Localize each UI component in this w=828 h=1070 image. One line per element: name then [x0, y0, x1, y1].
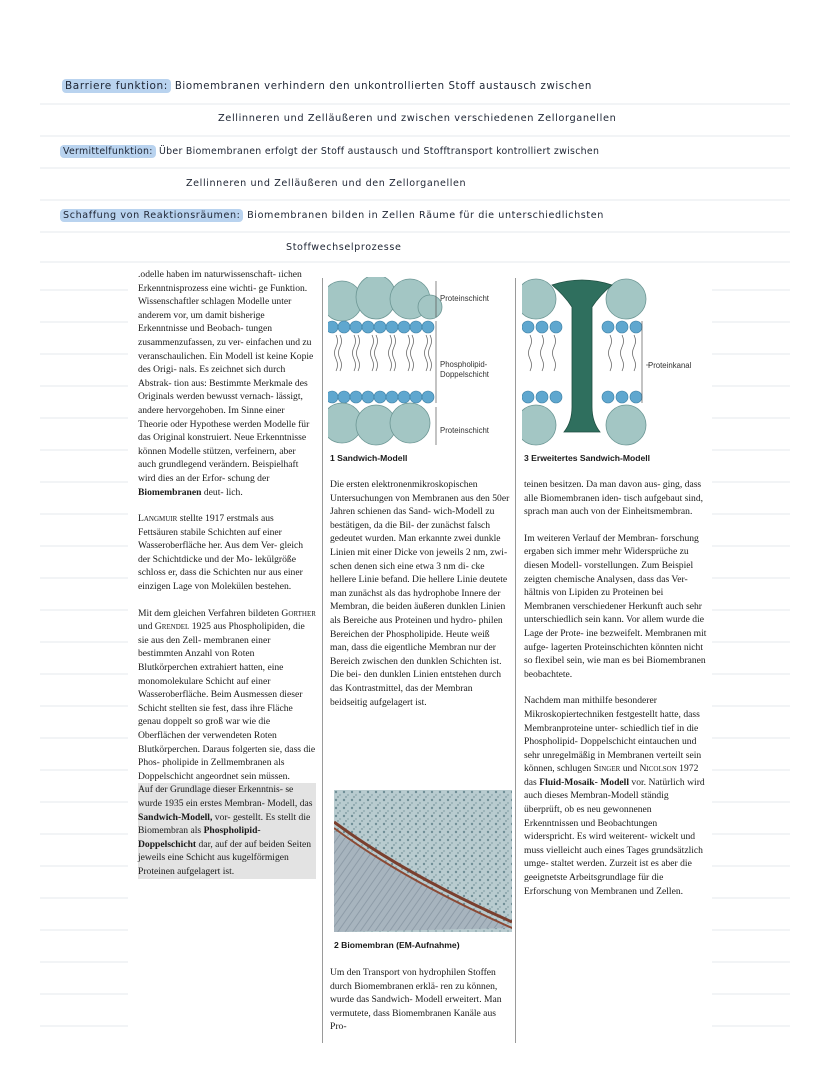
note-vermittel [60, 146, 599, 157]
note-barriere [62, 80, 592, 92]
label-proteinschicht-top: Proteinschicht [440, 294, 489, 303]
protein-layer-top [328, 277, 442, 321]
caption-fig3: 3 Erweitertes Sandwich-Modell [524, 453, 651, 463]
label-phospholipid: Phospholipid- [440, 360, 488, 369]
label-proteinschicht-bottom: Proteinschicht [440, 426, 489, 435]
label-doppelschicht: Doppelschicht [440, 370, 489, 379]
paragraph: Auf der Grundlage dieser Erkenntnis- se wurde 1935 ein erstes Membran- Modell, das Sandwich-Modell, vor- gestellt. Es stellt die Biomembran als Phospholipid-Doppelschicht dar, auf der auf beiden Seiten jeweils eine Schicht aus kugelförmigen Proteinen aufgelagert ist. [138, 783, 316, 878]
paragraph: Nachdem man mithilfe besonderer Mikroskopiertechniken festgestellt hatte, dass Membranproteine unter- schiedlich tief in die Phospholipid- Doppelschicht eintauchen und sehr unregelmäßig in Membranen verteilt sein können, schlugen Singer und Nicolson 1972 das Fluid-Mosaik- Modell vor. Natürlich wird auch dieses Membran-Modell ständig überprüft, ob es neu gewonnenen Erkenntnissen und Beobachtungen widerspricht. Es wird weiterent- wickelt und muss vielleicht auch eines Tages grundsätzlich umge- staltet werden. Zurzeit ist es aber die geeignetste Arbeitsgrundlage für die Erforschung von Membranen und Zellen. [524, 695, 705, 897]
figure-extended-sandwich-model [522, 277, 712, 449]
column-divider [322, 278, 323, 1043]
note-vermittel-term: Vermittelfunktion: [60, 145, 156, 158]
paragraph: Die ersten elektronenmikroskopischen Untersuchungen von Membranen aus den 50er Jahren schienen das Sand- wich-Modell zu bestätigen, da die Bil- der zunächst falsch gedeutet wurden. Man erkannte zwei dunkle Linien mit einer Dicke von jeweils 2 nm, zwi- schen denen sich eine etwa 3 nm di- cke hellere Linie befand. Die hellere Linie deutete man zunächst als das hydrophobe Innere der Membran, die beiden äußeren dunklen Linien als Bereiche aus Proteinen und hydro- philen Bereichen der Phospholipide. Heute weiß man, dass die eigentliche Membran nur der Bereich zwischen den dunklen Schichten ist. Die bei- den dunklen Linien entstehen durch das Kontrastmittel, das der Membran beidseitig aufgelagert ist. [330, 479, 510, 708]
figure-em-image [334, 790, 512, 932]
note-barriere-term: Barriere funktion: [62, 79, 171, 93]
paragraph: Um den Transport von hydrophilen Stoffen durch Biomembranen erklä- ren zu können, wurde das Sandwich- Modell erweitert. Man vermutete, dass Biomembranen Kanäle aus Pro- [330, 967, 502, 1033]
note-reaktion [60, 210, 604, 221]
lipid-tails [335, 335, 432, 371]
text-column-1 [138, 268, 316, 892]
paragraph: Langmuir stellte 1917 erstmals aus Fettsäuren stabile Schichten auf einer Wasseroberfläche her. Aus dem Ver- gleich der Schichtdicke und der Mo- lekülgröße schloss er, dass die Schichten nur aus einer einzigen Lage von Molekülen bestehen. [138, 513, 304, 593]
text-column-2 [330, 478, 510, 722]
note-vermittel-line1: Über Biomembranen erfolgt der Stoff austausch und Stofftransport kontrolliert zwischen [159, 146, 600, 157]
paragraph: .odelle haben im naturwissenschaft- ıichen Erkenntnisprozess eine wichti- ge Funktion. Wissenschaftler schlagen Modelle unter anderem vor, um damit bisherige Erkenntnisse und Beobach- tungen zusammenzufassen, zu ver- einfachen und zu veranschaulichen. Ein Modell ist keine Kopie des Origi- nals. Es zeichnet sich durch Abstrak- tion aus: Bestimmte Merkmale des Originals werden bewusst vernach- lässigt, andere hervorgehoben. Im Sinne einer Theorie oder Hypothese werden Modelle für das Original konstruiert. Neue Erkenntnisse können Modelle stützen, verfeinern, aber auch grundlegend verändern. Beispielhaft wird dies an der Erfor- schung der Biomembranen deut- lich. [138, 269, 314, 498]
paragraph: Mit dem gleichen Verfahren bildeten Gorther und Grendel 1925 aus Phospholipiden, die sie aus den Zell- membranen einer bestimmten Anzahl von Roten Blutkörperchen extrahiert hatten, eine monomolekulare Schicht auf einer Wasseroberfläche. Beim Ausmessen dieser Schicht stellten sie fest, dass ihre Fläche genau doppelt so groß war wie die Oberflächen der verwendeten Roten Blutkörperchen. Daraus folgerten sie, dass die Phos- pholipide in Zellmembranen als Doppelschicht angeordnet sein müssen. [138, 607, 316, 782]
paragraph: Im weiteren Verlauf der Membran- forschung ergaben sich immer mehr Widersprüche zu diesen Modell- vorstellungen. Zum Beispiel zeigten chemische Analysen, dass das Ver- hältnis von Lipiden zu Proteinen bei Membranen verschiedener Herkunft auch sehr unterschiedlich sein kann. Vor allem wurde die Lage der Prote- ine bezweifelt. Membranen mit aufge- lagerten Proteinschichten könnten nicht so flexibel sein, wie man es bei Biomembranen beobachtete. [524, 532, 707, 680]
protein-channel [552, 280, 612, 432]
caption-fig2: 2 Biomembran (EM-Aufnahme) [334, 940, 460, 950]
phospholipid-heads [328, 321, 434, 403]
text-column-3 [524, 478, 708, 911]
note-reaktion-line1: Biomembranen bilden in Zellen Räume für die unterschiedlichsten [247, 210, 604, 221]
note-reaktion-term: Schaffung von Reaktionsräumen: [60, 209, 243, 222]
caption-fig1: 1 Sandwich-Modell [330, 453, 408, 463]
column-divider [515, 278, 516, 1043]
note-barriere-line1: Biomembranen verhindern den unkontrollierten Stoff austausch zwischen [174, 81, 592, 92]
note-reaktion-line2: Stoffwechselprozesse [286, 242, 402, 253]
note-barriere-line2: Zellinneren und Zelläußeren und zwischen verschiedenen Zellorganellen [218, 113, 617, 124]
protein-layer-bottom [328, 403, 430, 445]
text-column-2-bottom [330, 966, 510, 1034]
label-proteinkanal: Proteinkanal [648, 361, 692, 370]
paragraph: teinen besitzen. Da man davon aus- ging, dass alle Biomembranen iden- tisch aufgebaut sind, sprach man auch von der Einheitsmembran. [524, 479, 704, 518]
figure-sandwich-model [328, 277, 512, 449]
note-vermittel-line2: Zellinneren und Zelläußeren und den Zellorganellen [186, 178, 467, 189]
